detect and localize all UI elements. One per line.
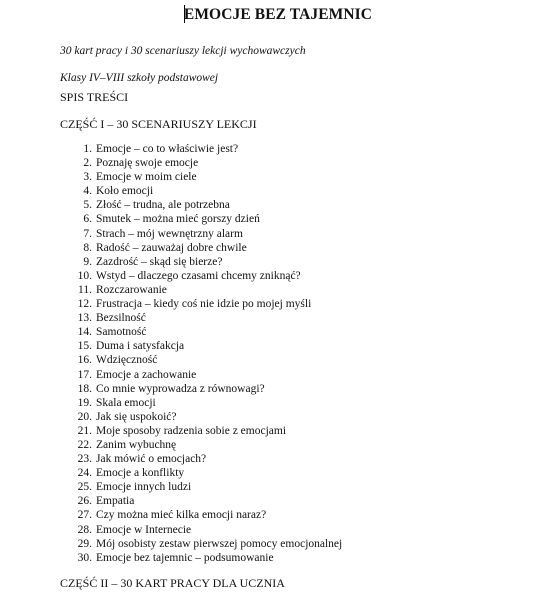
toc-item-number: 15. bbox=[77, 340, 92, 353]
toc-item-number: 20. bbox=[77, 410, 92, 423]
document-subtitle: 30 kart pracy i 30 scenariuszy lekcji wychowawczych bbox=[60, 45, 306, 57]
toc-item-number: 4. bbox=[83, 185, 92, 198]
document-classes: Klasy IV–VIII szkoły podstawowej bbox=[60, 72, 219, 84]
part1-heading: CZĘŚĆ I – 30 SCENARIUSZY LEKCJI bbox=[60, 117, 257, 131]
toc-item-text: Poznaję swoje emocje bbox=[96, 157, 199, 170]
toc-item-text: Samotność bbox=[96, 326, 147, 339]
toc-item-number: 11. bbox=[78, 283, 92, 296]
toc-item-text: Jak się uspokoić? bbox=[96, 410, 177, 423]
toc-item-number: 10. bbox=[77, 269, 92, 282]
toc-item-number: 24. bbox=[77, 467, 92, 480]
toc-item-text: Moje sposoby radzenia sobie z emocjami bbox=[96, 424, 287, 437]
toc-item-text: Złość – trudna, ale potrzebna bbox=[96, 199, 230, 212]
toc-item-number: 9. bbox=[83, 255, 92, 268]
toc-item-text: Mój osobisty zestaw pierwszej pomocy emocjonalnej bbox=[96, 537, 343, 550]
toc-item-number: 2. bbox=[83, 157, 92, 170]
toc-item-text: Emocje a zachowanie bbox=[96, 368, 197, 381]
toc-item-text: Co mnie wyprowadza z równowagi? bbox=[96, 382, 265, 395]
toc-item-text: Zanim wybuchnę bbox=[96, 438, 177, 451]
toc-item-text: Frustracja – kiedy coś nie idzie po mojej myśli bbox=[96, 298, 312, 311]
toc-item-text: Wdzięczność bbox=[96, 354, 158, 367]
toc-item-text: Koło emocji bbox=[96, 185, 154, 198]
toc-item-number: 21. bbox=[77, 424, 92, 437]
toc-item-number: 26. bbox=[77, 495, 92, 508]
toc-title: SPIS TREŚCI bbox=[60, 90, 129, 104]
toc-item-text: Emocje – co to właściwie jest? bbox=[96, 143, 239, 155]
toc-item-text: Emocje bez tajemnic – podsumowanie bbox=[96, 551, 274, 564]
toc-item-number: 12. bbox=[77, 298, 92, 311]
toc-item-number: 27. bbox=[77, 509, 92, 522]
toc-item-text: Emocje a konflikty bbox=[96, 467, 185, 480]
toc-item-number: 18. bbox=[77, 382, 92, 395]
toc-item-number: 14. bbox=[77, 326, 92, 339]
toc-item-number: 8. bbox=[83, 241, 92, 254]
toc-item-number: 5. bbox=[83, 199, 92, 212]
toc-item-text: Radość – zauważaj dobre chwile bbox=[96, 241, 247, 254]
toc-item-number: 13. bbox=[77, 312, 92, 325]
toc-item-number: 28. bbox=[77, 523, 92, 536]
part2-heading: CZĘŚĆ II – 30 KART PRACY DLA UCZNIA bbox=[60, 576, 285, 590]
toc-item-text: Emocje w moim ciele bbox=[96, 171, 197, 184]
toc-item-number: 16. bbox=[77, 354, 92, 367]
toc-item-number: 6. bbox=[83, 213, 92, 226]
toc-item-text: Strach – mój wewnętrzny alarm bbox=[96, 227, 243, 240]
document-title: EMOCJE BEZ TAJEMNIC bbox=[183, 6, 373, 23]
toc-item-text: Zazdrość – skąd się bierze? bbox=[96, 255, 223, 268]
toc-item-number: 7. bbox=[83, 227, 92, 240]
toc-item-number: 19. bbox=[77, 396, 92, 409]
toc-item-text: Emocje w Internecie bbox=[96, 523, 192, 536]
toc-item-text: Rozczarowanie bbox=[96, 283, 167, 296]
toc-item-text: Duma i satysfakcja bbox=[96, 340, 185, 353]
toc-item-number: 23. bbox=[77, 453, 92, 466]
toc-item-number: 3. bbox=[83, 171, 92, 184]
toc-item-text: Jak mówić o emocjach? bbox=[96, 453, 207, 466]
toc-item-text: Bezsilność bbox=[96, 312, 146, 325]
toc-item-number: 30. bbox=[77, 551, 92, 564]
toc-item-text: Empatia bbox=[96, 495, 135, 508]
toc-item-number: 25. bbox=[77, 481, 92, 494]
toc-item-text: Smutek – można mieć gorszy dzień bbox=[96, 213, 260, 226]
toc-item-number: 1. bbox=[83, 143, 92, 155]
toc-item-text: Wstyd – dlaczego czasami chcemy zniknąć? bbox=[96, 269, 301, 282]
toc-item-text: Czy można mieć kilka emocji naraz? bbox=[96, 509, 267, 522]
toc-item-number: 22. bbox=[77, 438, 92, 451]
toc-item-number: 29. bbox=[77, 537, 92, 550]
toc-item-number: 17. bbox=[77, 368, 92, 381]
toc-item-text: Skala emocji bbox=[96, 396, 156, 409]
toc-item-text: Emocje innych ludzi bbox=[96, 481, 192, 494]
